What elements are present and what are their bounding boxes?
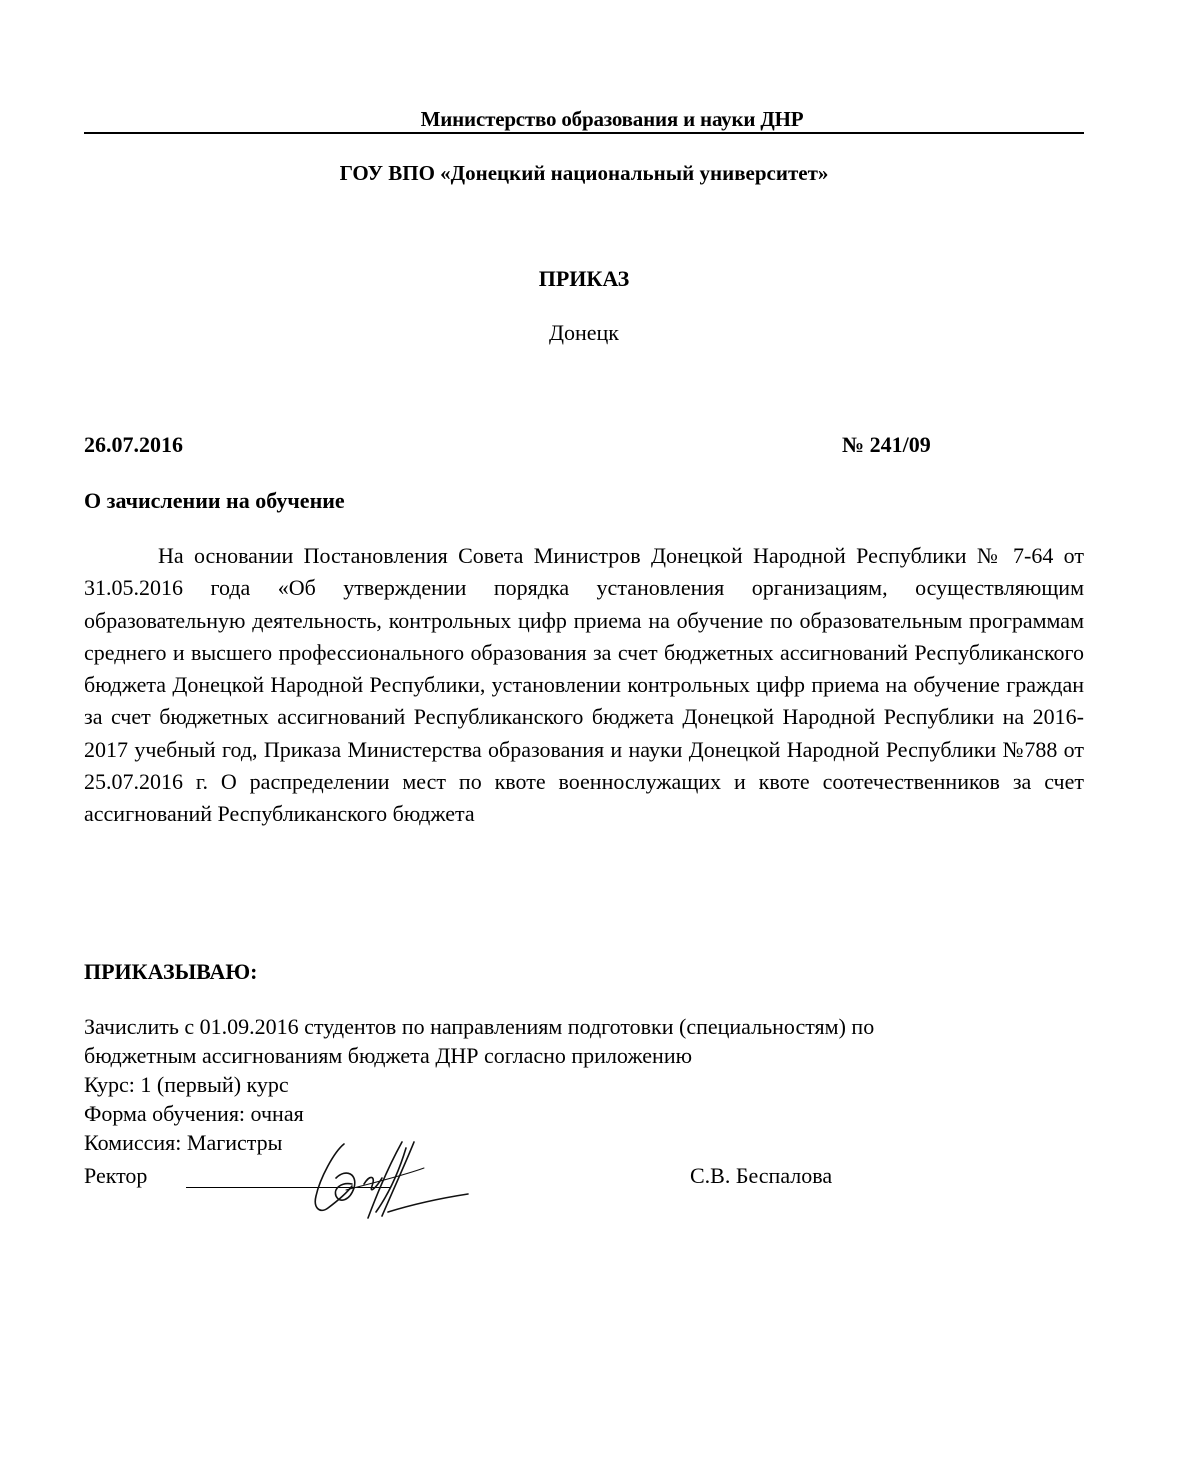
order-date: 26.07.2016 — [84, 432, 183, 457]
handwritten-signature-icon — [306, 1138, 476, 1222]
decree-line-commission: Комиссия: Магистры — [84, 1130, 283, 1155]
university-name: ГОУ ВПО «Донецкий национальный университет» — [339, 161, 829, 185]
decree-line-study-form: Форма обучения: очная — [84, 1101, 304, 1126]
decree-line-budget: бюджетным ассигнованиям бюджета ДНР согласно приложению — [84, 1043, 693, 1068]
decree-line-course: Курс: 1 (первый) курс — [84, 1072, 289, 1097]
order-title: ПРИКАЗ — [538, 266, 630, 291]
signature-block — [84, 1162, 1084, 1202]
order-subject: О зачислении на обучение — [84, 488, 345, 513]
decree-body — [84, 1012, 1084, 1157]
signer-name: С.В. Беспалова — [690, 1163, 833, 1188]
ministry-header — [84, 106, 1084, 134]
basis-paragraph: На основании Постановления Совета Министров Донецкой Народной Республики № 7-64 от 31.05.2016 года «Об утверждении порядка установления организациям, осуществляющим образовательную деятельность, контрольных цифр приема на обучение по образовательным программам среднего и высшего профессионального образования за счет бюджетных ассигнований Республиканского бюджета Донецкой Народной Республики, установлении контрольных цифр приема на обучение граждан за счет бюджетных ассигнований Республиканского бюджета Донецкой Народной Республики на 2016-2017 учебный год, Приказа Министерства образования и науки Донецкой Народной Республики №788 от 25.07.2016 г. О распределении мест по квоте военнослужащих и квоте соотечественников за счет ассигнований Республиканского бюджета — [84, 543, 1084, 827]
order-city: Донецк — [548, 320, 619, 345]
decree-line-enroll: Зачислить с 01.09.2016 студентов по направлениям подготовки (специальностям) по — [84, 1014, 875, 1039]
signer-role: Ректор — [84, 1163, 148, 1188]
ministry-name: Министерство образования и науки ДНР — [420, 107, 804, 131]
decree-heading: ПРИКАЗЫВАЮ: — [84, 959, 258, 984]
order-number: № 241/09 — [842, 432, 931, 457]
